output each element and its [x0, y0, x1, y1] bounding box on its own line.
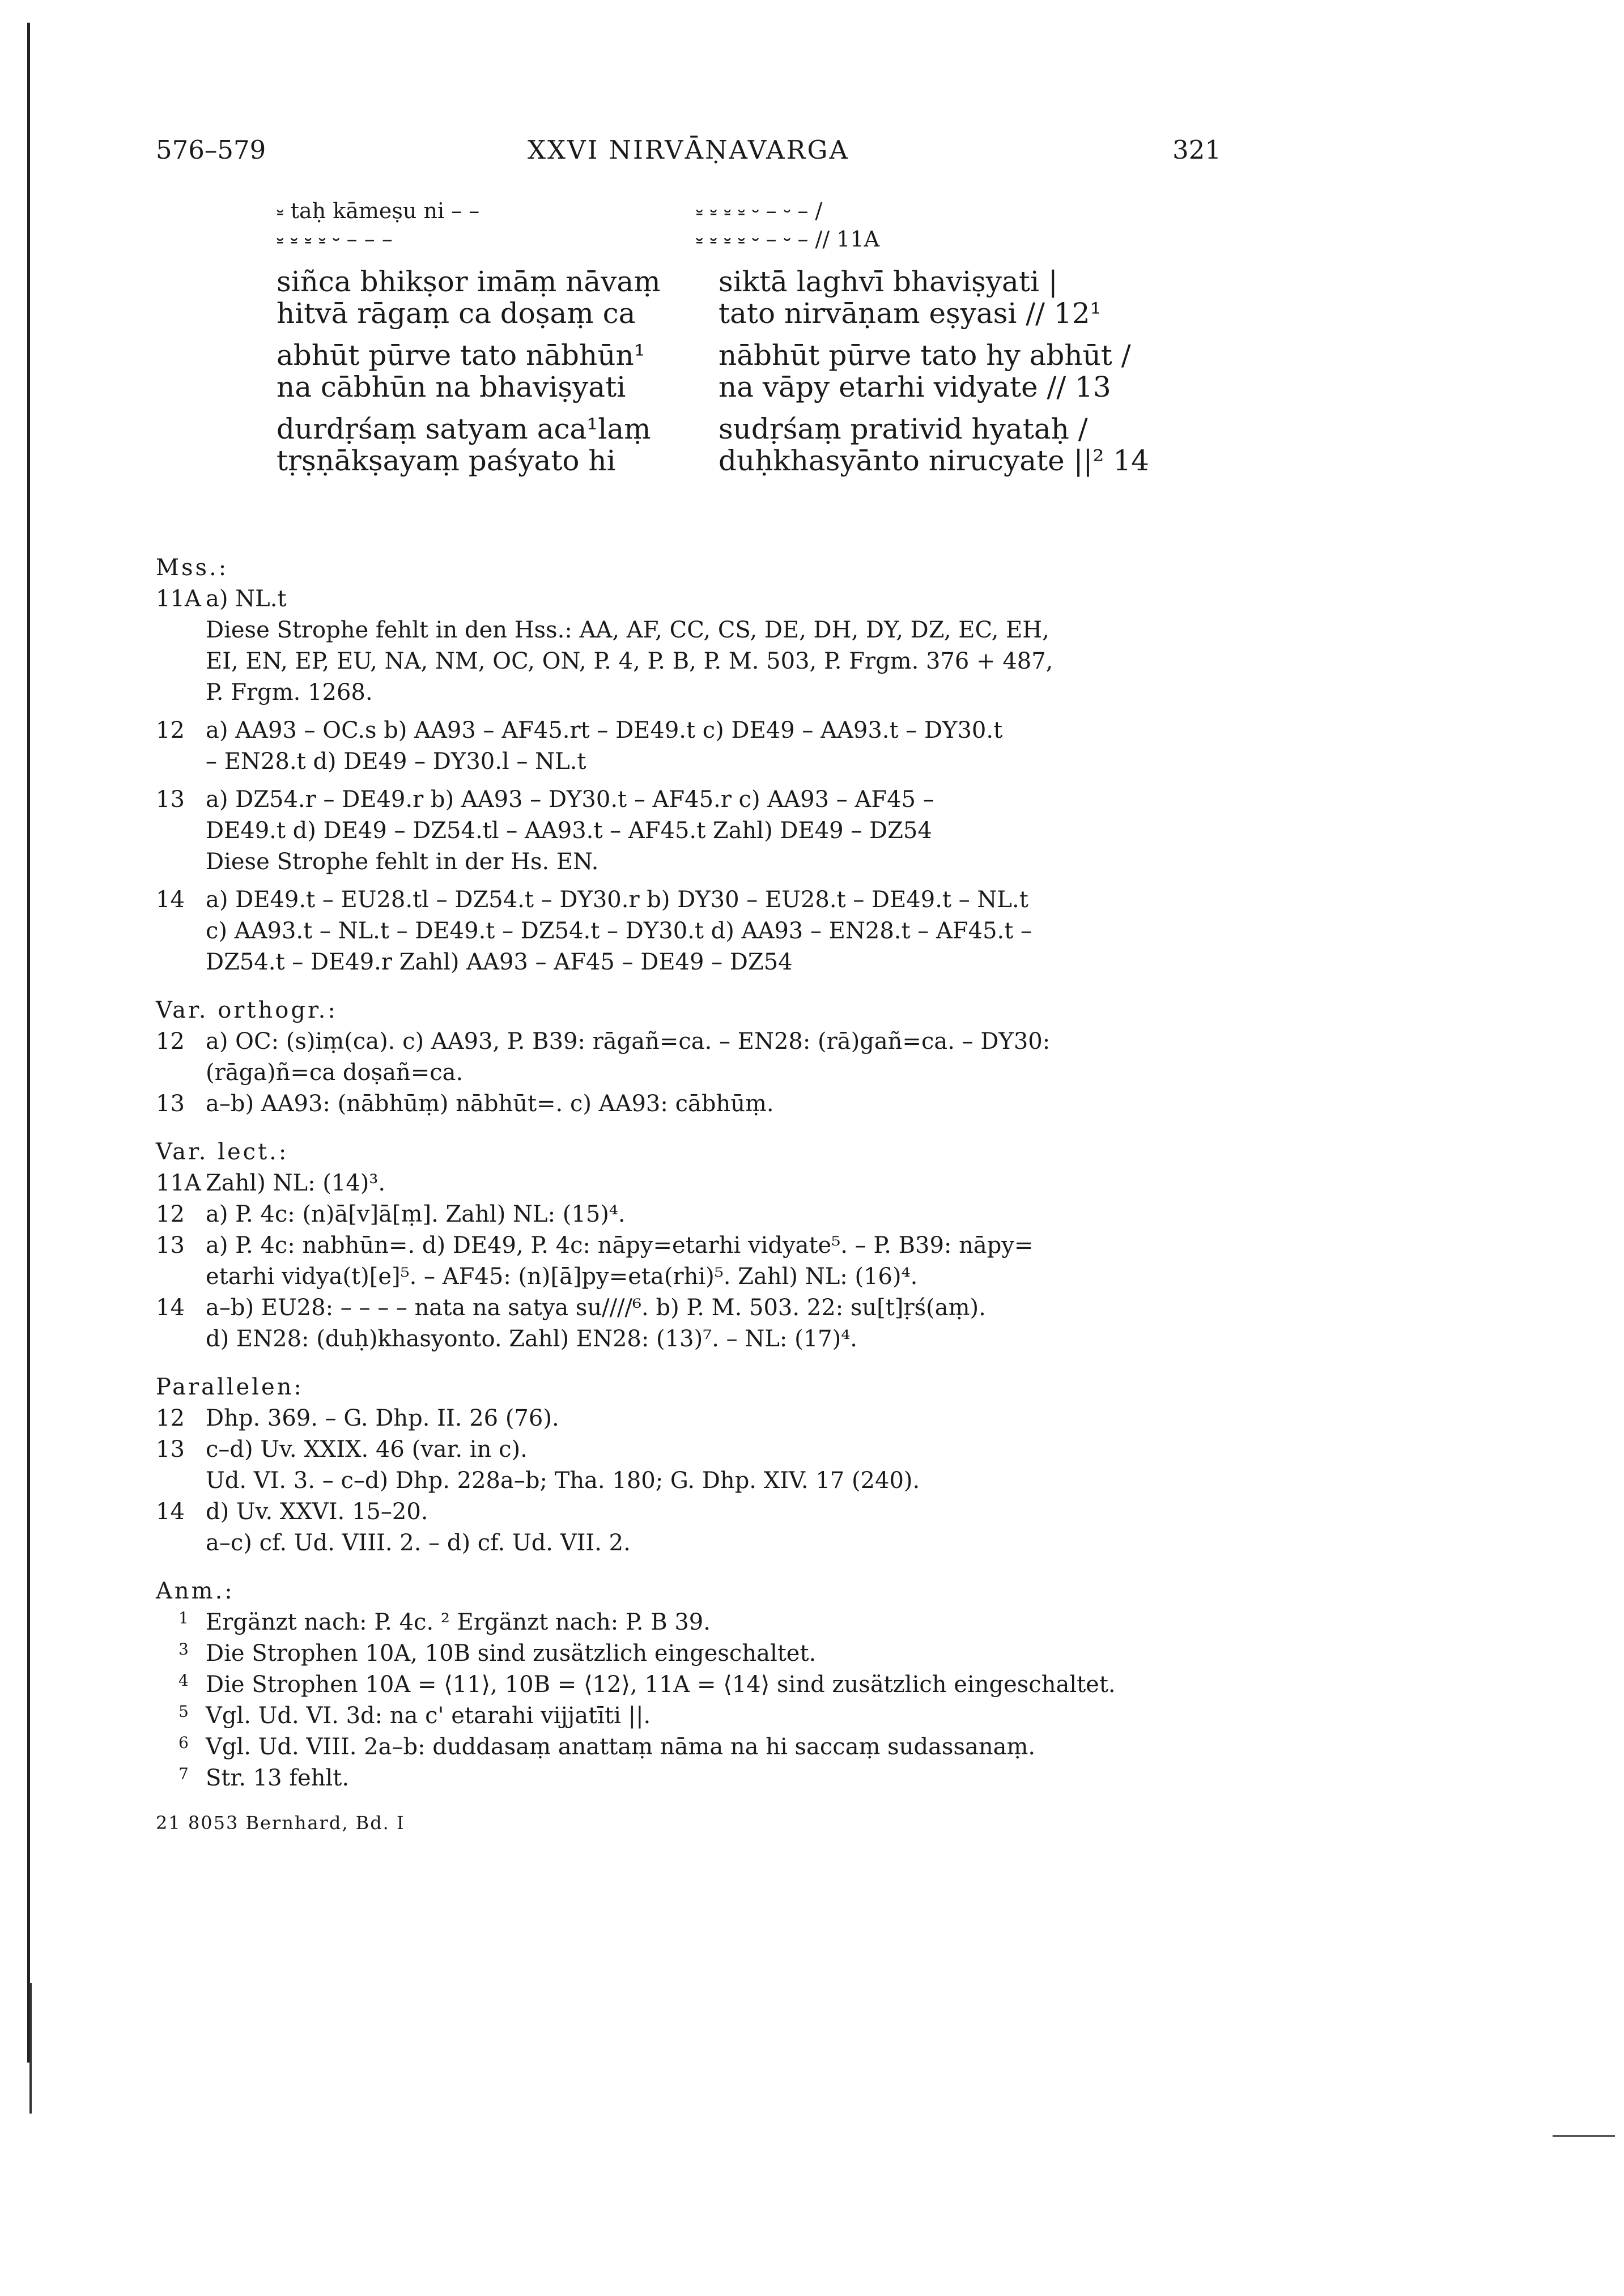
apparatus-cont: c) AA93.t – NL.t – DE49.t – DZ54.t – DY30.t d) AA93 – EN28.t – AF45.t – — [206, 918, 1032, 944]
verse-line — [277, 297, 1274, 329]
apparatus-cont: – EN28.t d) DE49 – DY30.l – NL.t — [206, 749, 586, 775]
verse-line — [277, 444, 1274, 476]
apparatus-row: 14 a) DE49.t – EU28.tl – DZ54.t – DY30.r b) DY30 – EU28.t – DE49.t – NL.t — [156, 887, 1028, 913]
verse-pada-left: siñca bhikṣor imāṃ nāvaṃ — [277, 265, 661, 298]
page-edge-mark — [29, 1983, 32, 2114]
apparatus-cont: Diese Strophe fehlt in den Hss.: AA, AF, CC, CS, DE, DH, DY, DZ, EC, EH, — [206, 617, 1049, 643]
printer-signature: 21 8053 Bernhard, Bd. I — [156, 1812, 405, 1834]
section-heading-notes: Anm.: — [156, 1578, 235, 1604]
footnote: 3 Die Strophen 10A, 10B sind zusätzlich eingeschaltet. — [178, 1640, 817, 1666]
verse-pada-left: durdṛśaṃ satyam aca¹laṃ — [277, 413, 651, 445]
page-edge-dash — [1553, 2135, 1615, 2137]
chapter-title: XXVI NIRVĀṆAVARGA — [528, 135, 849, 165]
section-heading-mss: Mss.: — [156, 555, 229, 581]
meter-line — [277, 227, 1274, 255]
footnote: 1 Ergänzt nach: P. 4c. ² Ergänzt nach: P. B 39. — [178, 1609, 711, 1635]
apparatus-row: 12 a) OC: (s)iṃ(ca). c) AA93, P. B39: rāgañ=ca. – EN28: (rā)gañ=ca. – DY30: — [156, 1028, 1051, 1055]
apparatus-row: 12 a) AA93 – OC.s b) AA93 – AF45.rt – DE49.t c) DE49 – AA93.t – DY30.t — [156, 717, 1003, 743]
section-heading-var-lect: Var. lect.: — [156, 1139, 289, 1165]
apparatus-row: 13 c–d) Uv. XXIX. 46 (var. in c). — [156, 1436, 528, 1462]
apparatus-cont: a–c) cf. Ud. VIII. 2. – d) cf. Ud. VII. 2. — [206, 1530, 631, 1556]
apparatus-cont: P. Frgm. 1268. — [206, 679, 373, 705]
meter-left: ⏓ taḥ kāmeṣu ni – – — [277, 198, 480, 223]
verse-range: 576–579 — [156, 135, 266, 165]
verse-pada-right: siktā laghvī bhaviṣyati | — [719, 265, 1058, 298]
apparatus-cont: (rāga)ñ=ca doṣañ=ca. — [206, 1060, 464, 1086]
verse-pada-left: abhūt pūrve tato nābhūn¹ — [277, 339, 645, 372]
footnote: 6 Vgl. Ud. VIII. 2a–b: duddasaṃ anattaṃ nāma na hi saccaṃ sudassanaṃ. — [178, 1733, 1036, 1760]
apparatus-cont: d) EN28: (duḥ)khasyonto. Zahl) EN28: (13)⁷. – NL: (17)⁴. — [206, 1326, 857, 1352]
apparatus-row: 12 Dhp. 369. – G. Dhp. II. 26 (76). — [156, 1405, 559, 1431]
apparatus-row: 14 a–b) EU28: – – – – nata na satya su////⁶. b) P. M. 503. 22: su[t]ṛś(aṃ). — [156, 1295, 986, 1321]
footnote: 4 Die Strophen 10A = ⟨11⟩, 10B = ⟨12⟩, 11A = ⟨14⟩ sind zusätzlich eingeschaltet. — [178, 1671, 1116, 1698]
verse-block — [277, 198, 1274, 476]
verse-pada-right: nābhūt pūrve tato hy abhūt / — [719, 339, 1131, 372]
apparatus-cont: Diese Strophe fehlt in der Hs. EN. — [206, 849, 599, 875]
verse-pada-right: duḥkhasyānto nirucyate ||² 14 — [719, 444, 1149, 477]
apparatus-cont: Ud. VI. 3. – c–d) Dhp. 228a–b; Tha. 180; G. Dhp. XIV. 17 (240). — [206, 1468, 920, 1494]
running-header — [156, 135, 1221, 175]
page-edge-line — [27, 23, 30, 2063]
verse-pada-right: tato nirvāṇam eṣyasi // 12¹ — [719, 297, 1102, 330]
apparatus-row: 13 a) P. 4c: nabhūn=. d) DE49, P. 4c: nāpy=etarhi vidyate⁵. – P. B39: nāpy= — [156, 1232, 1034, 1258]
apparatus-cont: EI, EN, EP, EU, NA, NM, OC, ON, P. 4, P. B, P. M. 503, P. Frgm. 376 + 487, — [206, 648, 1053, 674]
footnote: 7 Str. 13 fehlt. — [178, 1764, 350, 1791]
verse-pada-right: na vāpy etarhi vidyate // 13 — [719, 371, 1111, 403]
apparatus-cont: etarhi vidya(t)[e]⁵. – AF45: (n)[ā]py=eta(rhi)⁵. Zahl) NL: (16)⁴. — [206, 1264, 918, 1290]
apparatus-cont: DZ54.t – DE49.r Zahl) AA93 – AF45 – DE49 – DZ54 — [206, 949, 793, 975]
critical-apparatus — [156, 552, 1244, 1839]
verse-line — [277, 265, 1274, 297]
apparatus-row: 13 a) DZ54.r – DE49.r b) AA93 – DY30.t – AF45.r c) AA93 – AF45 – — [156, 786, 934, 813]
verse-line — [277, 413, 1274, 444]
verse-line — [277, 339, 1274, 371]
apparatus-cont: DE49.t d) DE49 – DZ54.tl – AA93.t – AF45.t Zahl) DE49 – DZ54 — [206, 818, 932, 844]
apparatus-row: 11A Zahl) NL: (14)³. — [156, 1170, 386, 1196]
apparatus-row: 12 a) P. 4c: (n)ā[v]ā[ṃ]. Zahl) NL: (15)⁴. — [156, 1201, 626, 1227]
verse-pada-left: tṛṣṇākṣayaṃ paśyato hi — [277, 444, 616, 477]
meter-left: ⏓ ⏓ ⏓ ⏓ ⏑ – – – — [277, 227, 393, 252]
section-heading-var-orthogr: Var. orthogr.: — [156, 997, 338, 1023]
apparatus-row: 11A a) NL.t — [156, 586, 287, 612]
footnote: 5 Vgl. Ud. VI. 3d: na c' etarahi vijjatīti ||. — [178, 1702, 651, 1729]
section-heading-parallels: Parallelen: — [156, 1374, 304, 1400]
meter-right: ⏓ ⏓ ⏓ ⏓ ⏑ – ⏑ – / — [696, 198, 823, 223]
apparatus-row: 14 d) Uv. XXVI. 15–20. — [156, 1499, 428, 1525]
verse-pada-right: sudṛśaṃ prativid hyataḥ / — [719, 413, 1088, 445]
verse-line — [277, 371, 1274, 402]
page-number: 321 — [1172, 135, 1221, 165]
verse-pada-left: na cābhūn na bhaviṣyati — [277, 371, 626, 403]
apparatus-row: 13 a–b) AA93: (nābhūṃ) nābhūt=. c) AA93: cābhūṃ. — [156, 1091, 774, 1117]
meter-line — [277, 198, 1274, 227]
verse-pada-left: hitvā rāgaṃ ca doṣaṃ ca — [277, 297, 636, 330]
meter-right: ⏓ ⏓ ⏓ ⏓ ⏑ – ⏑ – // 11A — [696, 227, 880, 252]
